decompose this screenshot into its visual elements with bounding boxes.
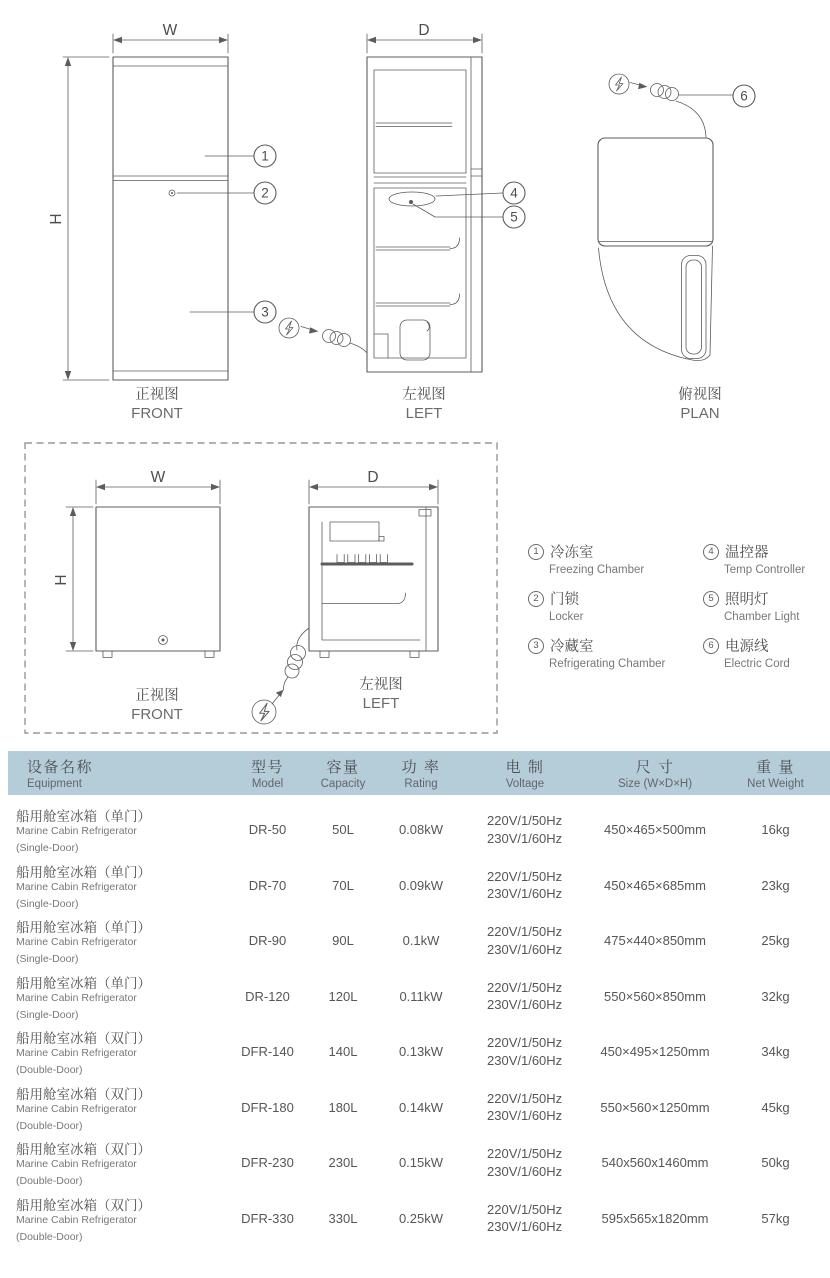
- voltage-50hz: 220V/1/50Hz: [487, 924, 563, 940]
- equipment-cell: [8, 805, 230, 854]
- legend-label-zh: 温控器: [725, 545, 769, 561]
- foot: [103, 651, 112, 658]
- front-view-label-en: FRONT: [131, 405, 183, 422]
- rating-cell: 0.11kW: [399, 988, 443, 1004]
- dim-w-label: W: [162, 22, 178, 39]
- weight-cell: 32kg: [761, 988, 790, 1004]
- voltage-cell: [461, 1201, 589, 1236]
- equipment-name-en: Marine Cabin Refrigerator: [16, 991, 137, 1004]
- legend-number: 2: [528, 591, 544, 607]
- weight-cell: 23kg: [761, 877, 790, 893]
- compressor: [400, 320, 430, 360]
- temp-controller: [389, 192, 435, 206]
- legend-label-zh: 门锁: [550, 592, 579, 608]
- front-view-label-zh: 正视图: [135, 688, 179, 704]
- model-cell: DFR-230: [241, 1155, 294, 1171]
- header-model: 型号 Model: [250, 759, 284, 790]
- size-cell: 540x560x1460mm: [601, 1155, 709, 1171]
- front-view-label-en: FRONT: [131, 706, 183, 723]
- model-cell: DFR-140: [241, 1044, 294, 1060]
- voltage-50hz: 220V/1/50Hz: [487, 868, 563, 884]
- size-cell: 450×465×500mm: [604, 822, 706, 838]
- equipment-name-en: Marine Cabin Refrigerator: [16, 1102, 137, 1115]
- model-cell: DR-90: [248, 933, 287, 949]
- front-view-label-zh: 正视图: [135, 387, 179, 403]
- header-equipment: 设备名称 Equipment: [27, 759, 94, 790]
- svg-text:6: 6: [740, 88, 748, 104]
- equipment-door-type: (Single-Door): [16, 842, 79, 855]
- legend-label-zh: 冷藏室: [550, 639, 594, 655]
- callout-3: [254, 301, 276, 323]
- callout-5: [503, 206, 525, 228]
- rating-cell: 0.15kW: [398, 1155, 444, 1171]
- table-row: [8, 858, 830, 914]
- equipment-name-en: Marine Cabin Refrigerator: [16, 825, 137, 838]
- callout-6: [733, 85, 755, 107]
- voltage-60hz: 230V/1/60Hz: [487, 1108, 563, 1124]
- callout-4: [503, 182, 525, 204]
- voltage-60hz: 230V/1/60Hz: [487, 886, 563, 902]
- foot: [410, 651, 419, 658]
- table-row: [8, 1080, 830, 1136]
- size-cell: 550×560×1250mm: [600, 1099, 710, 1115]
- legend-number: 4: [703, 544, 719, 560]
- lightning-bolt-icon: [286, 321, 294, 335]
- voltage-60hz: 230V/1/60Hz: [487, 1163, 563, 1179]
- svg-text:3: 3: [261, 304, 269, 320]
- plan-view-diagram: [598, 74, 755, 422]
- capacity-cell: 180L: [328, 1099, 358, 1115]
- rating-cell: 0.25kW: [398, 1210, 444, 1226]
- callout-2: [254, 182, 276, 204]
- weight-cell: 16kg: [761, 822, 790, 838]
- voltage-50hz: 220V/1/50Hz: [487, 1035, 563, 1051]
- equipment-name-en: Marine Cabin Refrigerator: [16, 1158, 137, 1171]
- svg-text:5: 5: [510, 209, 518, 225]
- voltage-50hz: 220V/1/50Hz: [487, 979, 563, 995]
- voltage-cell: [461, 1034, 589, 1069]
- weight-cell: 45kg: [761, 1099, 790, 1115]
- callout-1: [254, 145, 276, 167]
- equipment-name-zh: 船用舱室冰箱（单门）: [16, 864, 151, 880]
- equipment-name-zh: 船用舱室冰箱（单门）: [16, 975, 151, 991]
- voltage-60hz: 230V/1/60Hz: [487, 997, 563, 1013]
- single-door-front-diagram: [53, 469, 220, 723]
- capacity-cell: 330L: [328, 1210, 358, 1226]
- legend-label-zh: 电源线: [725, 639, 769, 655]
- equipment-name-zh: 船用舱室冰箱（单门）: [16, 920, 151, 936]
- header-capacity: 容量 Capacity: [320, 759, 366, 790]
- dim-w-label: W: [150, 469, 166, 486]
- size-cell: 450×465×685mm: [604, 877, 706, 893]
- voltage-cell: [461, 812, 589, 847]
- voltage-cell: [461, 923, 589, 958]
- equipment-door-type: (Double-Door): [16, 1119, 83, 1132]
- spec-table-body: [8, 802, 830, 1246]
- weight-cell: 34kg: [761, 1044, 790, 1060]
- rating-cell: 0.1kW: [402, 933, 440, 949]
- table-row: [8, 969, 830, 1025]
- voltage-50hz: 220V/1/50Hz: [487, 813, 563, 829]
- equipment-door-type: (Double-Door): [16, 1230, 83, 1243]
- left-view-label-en: LEFT: [362, 695, 400, 712]
- equipment-cell: [8, 861, 230, 910]
- model-cell: DFR-180: [241, 1099, 294, 1115]
- plan-view-label-en: PLAN: [680, 405, 720, 422]
- weight-cell: 50kg: [761, 1155, 790, 1171]
- legend-item: [528, 635, 701, 670]
- voltage-50hz: 220V/1/50Hz: [487, 1146, 563, 1162]
- table-row: [8, 1191, 830, 1247]
- model-cell: DR-50: [248, 822, 287, 838]
- header-weight: 重 量 Net Weight: [747, 759, 804, 790]
- lightning-bolt-icon: [616, 77, 624, 91]
- legend-label-en: Refrigerating Chamber: [549, 658, 666, 670]
- equipment-cell: [8, 972, 230, 1021]
- equipment-door-type: (Single-Door): [16, 1008, 79, 1021]
- legend-number: 5: [703, 591, 719, 607]
- capacity-cell: 50L: [332, 822, 354, 838]
- header-size: 尺 寸 Size (W×D×H): [617, 759, 693, 790]
- table-row: [8, 1135, 830, 1191]
- legend-item: [703, 588, 830, 623]
- voltage-cell: [461, 1090, 589, 1125]
- spec-table-header: [8, 751, 830, 795]
- front-view-diagram: [48, 22, 276, 422]
- left-view-label-zh: 左视图: [402, 387, 446, 403]
- size-cell: 450×495×1250mm: [600, 1044, 710, 1060]
- legend-label-en: Locker: [549, 611, 584, 623]
- open-door: [682, 256, 707, 359]
- left-view-label-en: LEFT: [405, 405, 443, 422]
- legend-number: 1: [528, 544, 544, 560]
- svg-text:1: 1: [261, 148, 269, 164]
- legend-label-en: Chamber Light: [724, 611, 800, 623]
- weight-cell: 57kg: [761, 1210, 790, 1226]
- legend-label-zh: 冷冻室: [550, 545, 594, 561]
- size-cell: 550×560×850mm: [604, 988, 706, 1004]
- legend-item: [528, 588, 701, 623]
- chamber-light: [409, 200, 413, 204]
- equipment-name-en: Marine Cabin Refrigerator: [16, 1047, 137, 1060]
- legend-item: [703, 635, 830, 670]
- table-row: [8, 802, 830, 858]
- equipment-name-zh: 船用舱室冰箱（双门）: [16, 1142, 151, 1158]
- legend-column: [528, 541, 701, 682]
- equipment-name-en: Marine Cabin Refrigerator: [16, 880, 137, 893]
- capacity-cell: 90L: [332, 933, 354, 949]
- equipment-cell: [8, 1138, 230, 1187]
- voltage-60hz: 230V/1/60Hz: [487, 941, 563, 957]
- equipment-name-zh: 船用舱室冰箱（双门）: [16, 1086, 151, 1102]
- legend-number: 6: [703, 638, 719, 654]
- voltage-cell: [461, 868, 589, 903]
- left-view-label-zh: 左视图: [359, 677, 403, 693]
- size-cell: 595x565x1820mm: [601, 1210, 709, 1226]
- weight-cell: 25kg: [761, 933, 790, 949]
- lightning-bolt-icon: [260, 703, 269, 721]
- svg-text:2: 2: [261, 185, 269, 201]
- model-cell: DFR-330: [241, 1210, 294, 1226]
- model-cell: DR-120: [245, 988, 290, 1004]
- capacity-cell: 120L: [328, 988, 358, 1004]
- voltage-cell: [461, 979, 589, 1014]
- rating-cell: 0.13kW: [398, 1044, 444, 1060]
- equipment-name-zh: 船用舱室冰箱（双门）: [16, 1031, 151, 1047]
- model-cell: DR-70: [248, 877, 287, 893]
- svg-text:4: 4: [510, 185, 518, 201]
- freezer-box: [330, 522, 379, 541]
- header-voltage: 电 制 Voltage: [505, 759, 545, 790]
- voltage-50hz: 220V/1/50Hz: [487, 1090, 563, 1106]
- voltage-60hz: 230V/1/60Hz: [487, 830, 563, 846]
- door-swing-arc: [599, 248, 711, 361]
- legend-item: [703, 541, 830, 576]
- legend-item: [528, 541, 701, 576]
- left-view-diagram: [367, 22, 525, 422]
- parts-legend: [528, 541, 830, 682]
- rating-cell: 0.09kW: [398, 877, 444, 893]
- equipment-door-type: (Single-Door): [16, 953, 79, 966]
- voltage-cell: [461, 1145, 589, 1180]
- size-cell: 475×440×850mm: [604, 933, 706, 949]
- table-row: [8, 913, 830, 969]
- dim-h-label: H: [48, 213, 65, 225]
- dim-h-label: H: [53, 574, 70, 586]
- equipment-cell: [8, 1083, 230, 1132]
- equipment-name-en: Marine Cabin Refrigerator: [16, 1213, 137, 1226]
- voltage-50hz: 220V/1/50Hz: [487, 1201, 563, 1217]
- legend-label-en: Electric Cord: [724, 658, 790, 670]
- equipment-name-zh: 船用舱室冰箱（单门）: [16, 809, 151, 825]
- rating-cell: 0.08kW: [398, 822, 444, 838]
- legend-label-zh: 照明灯: [725, 592, 769, 608]
- foot: [205, 651, 214, 658]
- power-cord-icon: [279, 318, 367, 353]
- power-cord-coil: [651, 84, 664, 97]
- capacity-cell: 70L: [332, 877, 354, 893]
- legend-column: [703, 541, 830, 682]
- equipment-name-zh: 船用舱室冰箱（双门）: [16, 1197, 151, 1213]
- equipment-door-type: (Double-Door): [16, 1064, 83, 1077]
- equipment-cell: [8, 1194, 230, 1243]
- equipment-cell: [8, 916, 230, 965]
- voltage-60hz: 230V/1/60Hz: [487, 1219, 563, 1235]
- plan-view-label-zh: 俯视图: [678, 387, 722, 403]
- dim-d-label: D: [367, 469, 379, 486]
- rating-cell: 0.14kW: [398, 1099, 444, 1115]
- dim-d-label: D: [418, 22, 430, 39]
- legend-label-en: Temp Controller: [724, 564, 806, 576]
- ice-trays: [337, 555, 387, 563]
- equipment-door-type: (Single-Door): [16, 897, 79, 910]
- legend-label-en: Freezing Chamber: [549, 564, 645, 576]
- foot: [320, 651, 329, 658]
- header-rating: 功 率 Rating: [401, 759, 441, 790]
- single-door-left-diagram: [252, 469, 438, 724]
- power-cord: [297, 628, 309, 650]
- capacity-cell: 140L: [328, 1044, 358, 1060]
- legend-number: 3: [528, 638, 544, 654]
- voltage-60hz: 230V/1/60Hz: [487, 1052, 563, 1068]
- equipment-cell: [8, 1027, 230, 1076]
- capacity-cell: 230L: [328, 1155, 358, 1171]
- equipment-door-type: (Double-Door): [16, 1175, 83, 1188]
- equipment-name-en: Marine Cabin Refrigerator: [16, 936, 137, 949]
- table-row: [8, 1024, 830, 1080]
